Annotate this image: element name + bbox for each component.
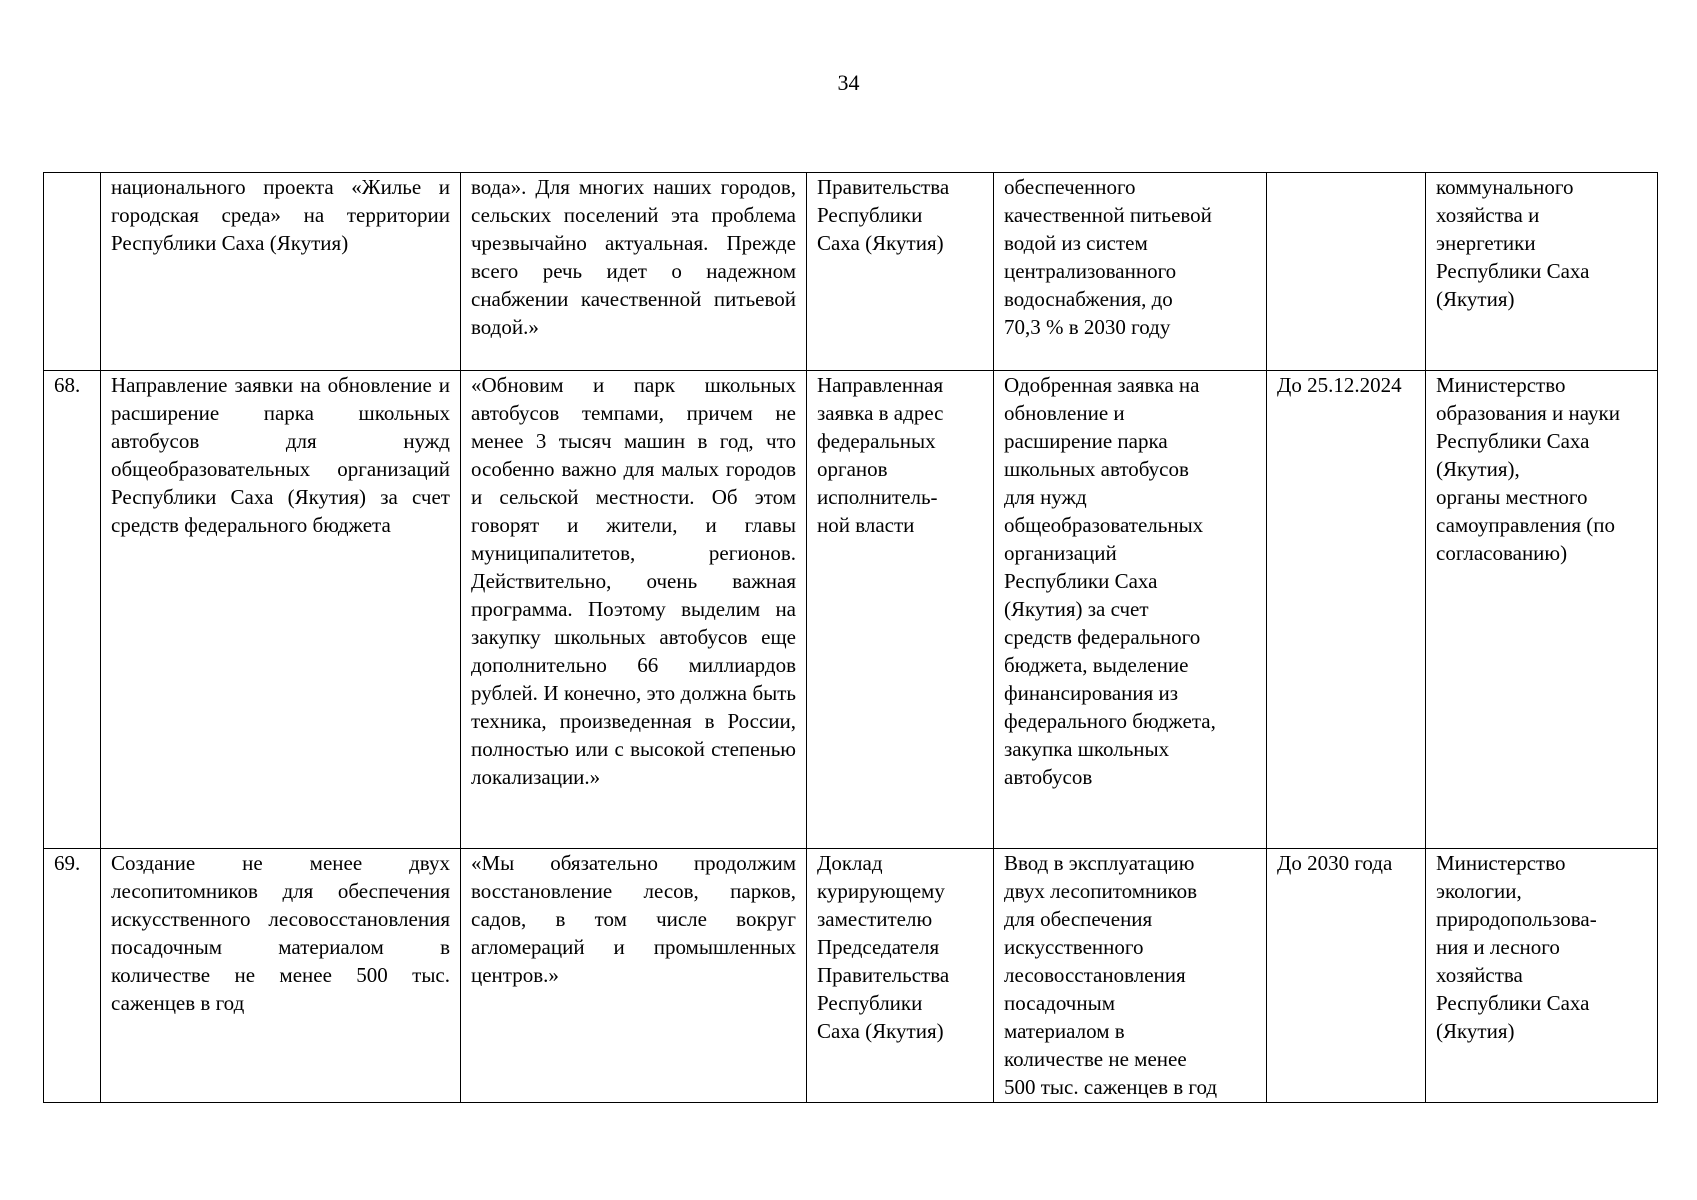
completion-form-cell: Направленная заявка в адрес федеральных органов исполнитель- ной власти [807, 371, 994, 849]
quote-cell: «Мы обязательно продолжим восстановление лесов, парков, садов, в том числе вокруг агломераций и промышленных центров.» [461, 849, 807, 1103]
expected-result-cell: обеспеченного качественной питьевой водой из систем централизованного водоснабжения, до 70,3 % в 2030 году [994, 173, 1267, 371]
event-cell: Направление заявки на обновление и расширение парка школьных автобусов для нужд общеобразовательных организаций Республики Саха (Якутия) за счет средств федерального бюджета [101, 371, 461, 849]
row-number: 69. [44, 849, 101, 1103]
deadline-cell [1267, 173, 1426, 371]
completion-form-cell: Правительства Республики Саха (Якутия) [807, 173, 994, 371]
page-number: 34 [837, 70, 860, 95]
responsible-cell: Министерство экологии, природопользова- ния и лесного хозяйства Республики Саха (Якутия) [1426, 849, 1658, 1103]
action-plan-table [43, 172, 1658, 1103]
responsible-cell: коммунального хозяйства и энергетики Республики Саха (Якутия) [1426, 173, 1658, 371]
table-row [44, 849, 1658, 1103]
deadline-cell: До 25.12.2024 [1267, 371, 1426, 849]
row-number [44, 173, 101, 371]
quote-cell: «Обновим и парк школьных автобусов темпами, причем не менее 3 тысяч машин в год, что особенно важно для малых городов и сельской местности. Об этом говорят и жители, и главы муниципалитетов, регионов. Действительно, очень важная программа. Поэтому выделим на закупку школьных автобусов еще дополнительно 66 миллиардов рублей. И конечно, это должна быть техника, произведенная в России, полностью или с высокой степенью локализации.» [461, 371, 807, 849]
responsible-cell: Министерство образования и науки Республики Саха (Якутия), органы местного самоуправления (по согласованию) [1426, 371, 1658, 849]
table-row [44, 371, 1658, 849]
expected-result-cell: Одобренная заявка на обновление и расширение парка школьных автобусов для нужд общеобразовательных организаций Республики Саха (Якутия) за счет средств федерального бюджета, выделение финансирования из федерального бюджета, закупка школьных автобусов [994, 371, 1267, 849]
row-number: 68. [44, 371, 101, 849]
expected-result-cell: Ввод в эксплуатацию двух лесопитомников для обеспечения искусственного лесовосстановления посадочным материалом в количестве не менее 500 тыс. саженцев в год [994, 849, 1267, 1103]
quote-cell: вода». Для многих наших городов, сельских поселений эта проблема чрезвычайно актуальная. Прежде всего речь идет о надежном снабжении качественной питьевой водой.» [461, 173, 807, 371]
completion-form-cell: Доклад курирующему заместителю Председателя Правительства Республики Саха (Якутия) [807, 849, 994, 1103]
event-cell: Создание не менее двух лесопитомников для обеспечения искусственного лесовосстановления посадочным материалом в количестве не менее 500 тыс. саженцев в год [101, 849, 461, 1103]
table-row [44, 173, 1658, 371]
event-cell: национального проекта «Жилье и городская среда» на территории Республики Саха (Якутия) [101, 173, 461, 371]
deadline-cell: До 2030 года [1267, 849, 1426, 1103]
